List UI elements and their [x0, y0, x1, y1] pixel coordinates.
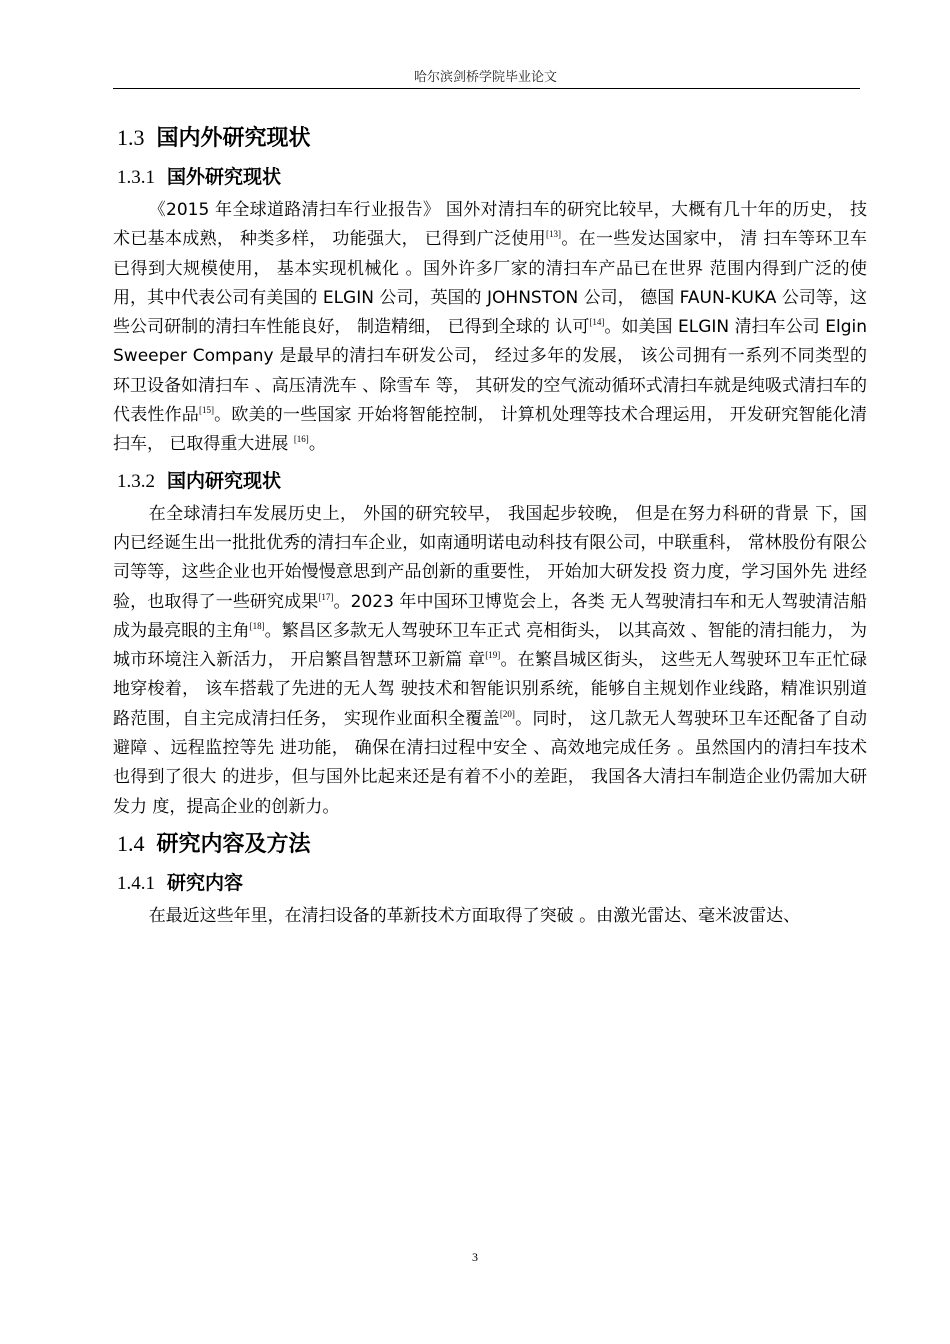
text-run: 。2023 年中国环卫博览会上，各类 无人驾驶清扫车和无人驾驶清洁船成为最亮眼的主角	[113, 591, 867, 641]
text-run: 在全球清扫车发展历史上， 外国的研究较早， 我国起步较晚， 但是在努力科研的背景 下，国内已经诞生出一批批优秀的清扫车企业，如南通明诺电动科技有限公司，中联重科， 常林股份有限公司等等，这些企业也开始慢慢意思到产品创新的重要性， 开始加大研发投 资力度，学习国外先 进经验，也取得了一些研究成果	[113, 503, 867, 612]
subsection-heading-1-3-1	[117, 158, 867, 196]
section-number: 1.4.1	[117, 872, 155, 894]
paragraph-research-content	[113, 902, 867, 931]
citation-16: [16]	[293, 434, 309, 445]
section-title: 研究内容及方法	[156, 831, 311, 857]
header-divider	[113, 88, 860, 89]
citation-13: [13]	[546, 229, 561, 240]
subsection-heading-1-4-1	[117, 864, 867, 902]
section-number: 1.3.2	[117, 470, 155, 492]
text-run: 。在一些发达国家中， 清 扫车等环卫车已得到大规模使用， 基本实现机械化 。国外许多厂家的清扫车产品已在世界 范围内得到广泛的使用，其中代表公司有美国的 ELGIN 公司，英国的 JOHNSTON 公司， 德国 FAUN-KUKA 公司等，这些公司研制的清扫车性能良好， 制造精细， 已得到全球的 认可	[113, 229, 867, 338]
section-number: 1.3.1	[117, 167, 155, 188]
section-number: 1.3	[117, 125, 145, 150]
section-number: 1.4	[117, 830, 145, 856]
citation-18: [18]	[249, 620, 265, 631]
page-number: 3	[472, 1250, 478, 1264]
text-run: 。	[308, 434, 326, 455]
text-run: 。在繁昌城区街头， 这些无人驾驶环卫车正忙碌地穿梭着， 该车搭载了先进的无人驾 驶技术和智能识别系统，能够自主规划作业线路，精准识别道路范围，自主完成清扫任务， 实现作业面积全覆盖	[113, 650, 867, 729]
section-title: 国外研究现状	[167, 166, 282, 188]
section-heading-1-3	[117, 118, 867, 158]
citation-20: [20]	[499, 708, 515, 719]
page-body	[113, 118, 867, 933]
text-run: 。如美国 ELGIN 清扫车公司 Elgin Sweeper Company 是最早的清扫车研发公司， 经过多年的发展， 该公司拥有一系列不同类型的环卫设备如清扫车 、高压清洗车 、除雪车 等， 其研发的空气流动循环式清扫车就是纯吸式清扫车的代表性作品	[113, 317, 867, 426]
text-run: 《2015 年全球道路清扫车行业报告》 国外对清扫车的研究比较早，大概有几十年的历史， 技术已基本成熟， 种类多样， 功能强大， 已得到广泛使用	[113, 200, 867, 250]
text-run: 。繁昌区多款无人驾驶环卫车正式 亮相街头， 以其高效 、智能的清扫能力， 为城市环境注入新活力， 开启繁昌智慧环卫新篇 章	[113, 620, 867, 671]
section-title: 研究内容	[167, 871, 244, 894]
text-run: 在最近这些年里，在清扫设备的革新技术方面取得了突破 。由激光雷达、毫米波雷达、	[148, 905, 801, 926]
paragraph-foreign-research	[113, 196, 867, 460]
text-run: 。欧美的一些国家 开始将智能控制， 计算机处理等技术合理运用， 开发研究智能化清扫车， 已取得重大进展	[113, 405, 867, 455]
paragraph-domestic-research	[113, 500, 867, 822]
subsection-heading-1-3-2	[117, 462, 867, 500]
section-heading-1-4	[117, 824, 867, 864]
text-run: 。同时， 这几款无人驾驶环卫车还配备了自动避障 、远程监控等先 进功能， 确保在清扫过程中安全 、高效地完成任务 。虽然国内的清扫车技术也得到了很大 的进步，但与国外比起来还是有着不小的差距， 我国各大清扫车制造企业仍需加大研发力 度，提高企业的创新力。	[113, 708, 868, 817]
running-header: 哈尔滨剑桥学院毕业论文	[413, 70, 557, 85]
citation-17: [17]	[318, 591, 334, 602]
citation-15: [15]	[198, 405, 214, 416]
section-title: 国内外研究现状	[156, 126, 311, 151]
citation-14: [14]	[589, 317, 605, 328]
section-title: 国内研究现状	[167, 469, 282, 492]
citation-19: [19]	[485, 650, 501, 661]
